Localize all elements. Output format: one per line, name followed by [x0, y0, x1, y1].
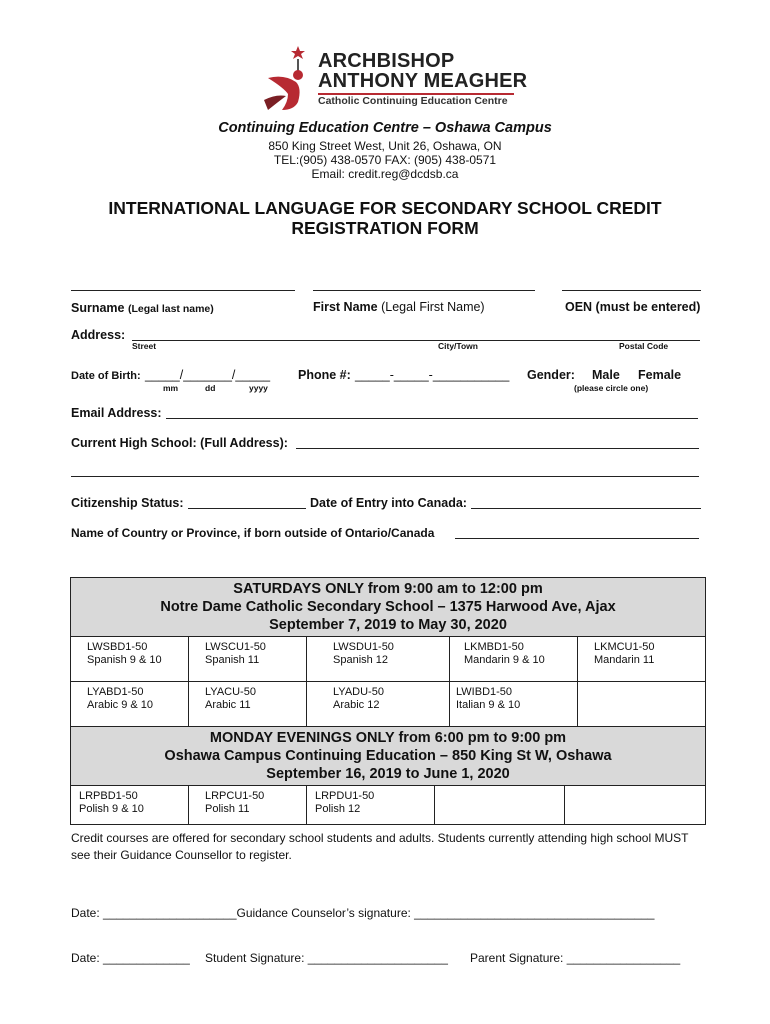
city-hint: City/Town — [438, 341, 478, 351]
course-cell[interactable] — [189, 637, 307, 681]
street-hint: Street — [132, 341, 157, 351]
course-cell[interactable] — [307, 682, 450, 726]
course-cell[interactable] — [189, 682, 307, 726]
registration-note: Credit courses are offered for secondary school students and adults. Students currently attending high school MUST see their Guidance Counsellor to register. — [71, 831, 689, 862]
firstname-label: First Name (Legal First Name) — [313, 300, 485, 314]
campus-email: Email: credit.reg@dcdsb.ca — [311, 167, 459, 181]
citizenship-field[interactable] — [188, 508, 306, 509]
oen-field[interactable] — [562, 290, 701, 291]
monday-location: Oshawa Campus Continuing Education – 850 King St W, Oshawa — [164, 748, 612, 764]
logo-tagline: Catholic Continuing Education Centre — [318, 95, 508, 107]
entry-date-label: Date of Entry into Canada: — [310, 496, 467, 510]
course-name: Arabic 9 & 10 — [87, 699, 154, 711]
logo-line2: ANTHONY MEAGHER — [318, 70, 528, 92]
course-name: Mandarin 9 & 10 — [464, 654, 545, 666]
course-code: LKMCU1-50 — [594, 641, 655, 653]
gender-label: Gender: — [527, 368, 575, 382]
course-name: Mandarin 11 — [594, 654, 655, 666]
course-cell[interactable] — [450, 682, 578, 726]
oen-label: OEN (must be entered) — [565, 300, 701, 314]
saturday-time: SATURDAYS ONLY from 9:00 am to 12:00 pm — [233, 581, 543, 597]
dob-field[interactable]: _____/_______/_____ — [145, 368, 271, 382]
course-code: LYADU-50 — [333, 686, 384, 698]
course-name: Spanish 11 — [205, 654, 260, 666]
course-name: Polish 12 — [315, 803, 361, 815]
citizenship-label: Citizenship Status: — [71, 496, 184, 510]
course-cell[interactable] — [71, 786, 189, 824]
parent-signature-line[interactable]: Parent Signature: _________________ — [470, 951, 681, 965]
dob-dd-hint: dd — [205, 383, 216, 393]
campus-title: Continuing Education Centre – Oshawa Campus — [218, 120, 552, 136]
saturday-row-1 — [71, 637, 705, 682]
course-code: LWSBD1-50 — [87, 641, 148, 653]
course-cell[interactable] — [189, 786, 307, 824]
course-table — [70, 577, 706, 825]
form-title-line2: REGISTRATION FORM — [291, 218, 479, 238]
monday-header — [71, 727, 705, 786]
course-name: Italian 9 & 10 — [456, 699, 521, 711]
campus-phone: TEL:(905) 438-0570 FAX: (905) 438-0571 — [273, 153, 497, 167]
form-title-line1: INTERNATIONAL LANGUAGE FOR SECONDARY SCHOOL CREDIT — [108, 198, 662, 218]
country-label: Name of Country or Province, if born outside of Ontario/Canada — [71, 526, 435, 540]
postal-hint: Postal Code — [619, 341, 669, 351]
dob-yyyy-hint: yyyy — [249, 383, 268, 393]
school-logo — [258, 44, 538, 114]
course-cell[interactable] — [450, 637, 578, 681]
course-name: Polish 11 — [205, 803, 250, 815]
course-cell-empty — [565, 786, 703, 824]
course-code: LWSCU1-50 — [205, 641, 266, 653]
course-cell[interactable] — [578, 637, 703, 681]
dob-mm-hint: mm — [163, 383, 179, 393]
course-cell[interactable] — [71, 682, 189, 726]
course-code: LWSDU1-50 — [333, 641, 394, 653]
saturday-location: Notre Dame Catholic Secondary School – 1375 Harwood Ave, Ajax — [160, 599, 616, 615]
monday-dates: September 16, 2019 to June 1, 2020 — [266, 766, 510, 782]
address-field[interactable] — [132, 340, 700, 341]
phone-label: Phone #: — [298, 368, 351, 382]
school-field[interactable] — [296, 448, 699, 449]
course-cell[interactable] — [307, 637, 450, 681]
gender-male-option[interactable]: Male — [592, 368, 620, 382]
saturday-row-2 — [71, 682, 705, 727]
surname-label: Surname (Legal last name) — [71, 301, 214, 315]
gender-female-option[interactable]: Female — [638, 368, 682, 382]
course-name: Arabic 12 — [333, 699, 380, 711]
course-name: Arabic 11 — [205, 699, 251, 711]
campus-address: 850 King Street West, Unit 26, Oshawa, ON — [268, 139, 502, 153]
course-cell-empty — [435, 786, 565, 824]
school-label: Current High School: (Full Address): — [71, 436, 288, 450]
course-cell[interactable] — [71, 637, 189, 681]
course-code: LKMBD1-50 — [464, 641, 524, 653]
course-name: Spanish 9 & 10 — [87, 654, 162, 666]
course-cell[interactable] — [307, 786, 435, 824]
student-date-line[interactable]: Date: _____________ — [71, 951, 190, 965]
course-code: LYABD1-50 — [87, 686, 144, 698]
monday-time: MONDAY EVENINGS ONLY from 6:00 pm to 9:00 pm — [209, 730, 567, 746]
school-field-line2[interactable] — [71, 476, 699, 477]
guidance-signature-line[interactable]: Date: ____________________Guidance Counselor’s signature: ____________________________________ — [71, 906, 655, 920]
course-code: LWIBD1-50 — [456, 686, 513, 698]
course-code: LRPCU1-50 — [205, 790, 265, 802]
course-name: Spanish 12 — [333, 654, 389, 666]
country-field[interactable] — [455, 538, 699, 539]
logo-line1: ARCHBISHOP — [318, 50, 455, 72]
email-label: Email Address: — [71, 406, 162, 420]
gender-hint: (please circle one) — [574, 383, 649, 393]
surname-field[interactable] — [71, 290, 295, 291]
course-code: LYACU-50 — [205, 686, 256, 698]
logo-figure-icon — [258, 44, 316, 114]
student-signature-line[interactable]: Student Signature: _____________________ — [205, 951, 448, 965]
address-label: Address: — [71, 328, 126, 342]
email-field[interactable] — [166, 418, 698, 419]
saturday-dates: September 7, 2019 to May 30, 2020 — [269, 617, 507, 633]
surname-hint: (Legal last name) — [127, 303, 214, 315]
dob-label: Date of Birth: — [71, 370, 141, 382]
course-name: Polish 9 & 10 — [79, 803, 144, 815]
firstname-field[interactable] — [313, 290, 535, 291]
phone-field[interactable]: _____-_____-___________ — [355, 368, 510, 382]
course-code: LRPBD1-50 — [79, 790, 138, 802]
course-cell-empty — [578, 682, 703, 726]
saturday-header — [71, 578, 705, 637]
course-code: LRPDU1-50 — [315, 790, 375, 802]
monday-row — [71, 786, 705, 824]
firstname-hint: (Legal First Name) — [381, 300, 485, 314]
entry-date-field[interactable] — [471, 508, 701, 509]
